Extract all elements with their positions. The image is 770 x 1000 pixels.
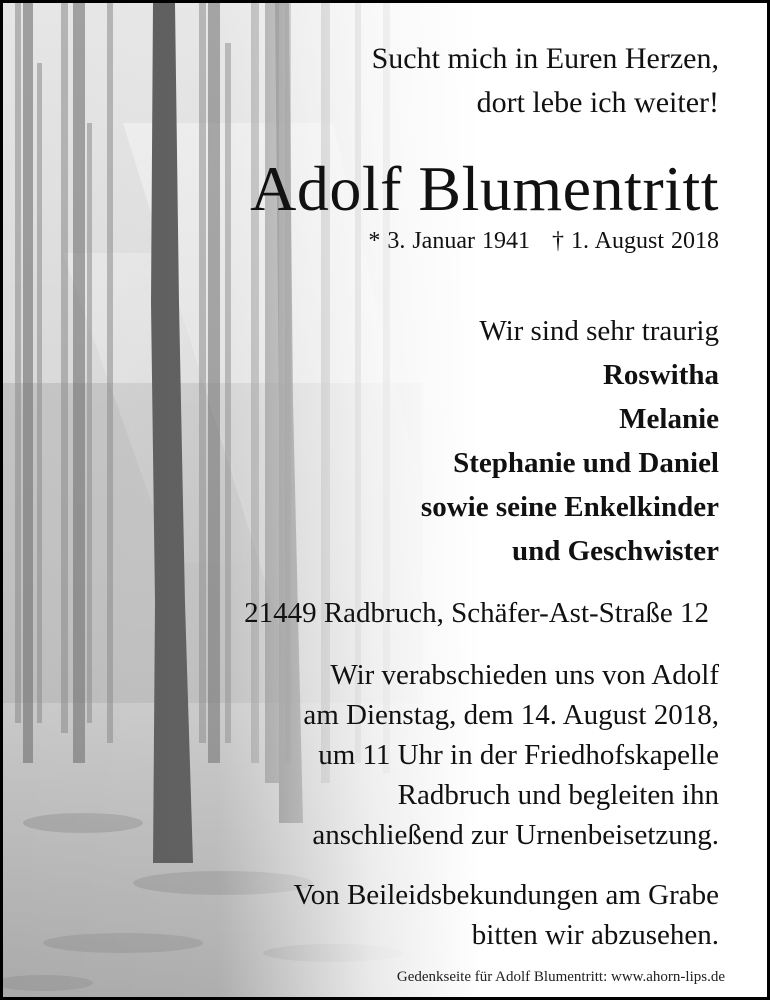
birth-date: * 3. Januar 1941 [368,228,530,254]
condolence-line: Von Beileidsbekundungen am Grabe [293,879,719,911]
death-date: † 1. August 2018 [551,228,719,254]
deceased-name: Adolf Blumentritt [250,153,719,224]
farewell-line: am Dienstag, dem 14. August 2018, [303,699,719,731]
condolence-note [119,875,719,955]
memorial-page-link[interactable]: Gedenkseite für Adolf Blumentritt: www.ahorn-lips.de [396,969,725,985]
motto [119,37,719,125]
mourners [119,309,719,573]
farewell-line: um 11 Uhr in der Friedhofskapelle [318,739,719,771]
farewell-line: Wir verabschieden uns von Adolf [330,659,719,691]
mourner-name: Melanie [619,403,719,435]
condolence-line: bitten wir abzusehen. [471,919,719,951]
motto-line: dort lebe ich weiter! [476,86,719,119]
farewell-line: anschließend zur Urnenbeisetzung. [312,819,719,851]
motto-line: Sucht mich in Euren Herzen, [371,42,719,75]
family-address: 21449 Radbruch, Schäfer-Ast-Straße 12 [244,597,709,629]
mourner-name: und Geschwister [511,535,719,567]
mourner-name: Roswitha [602,359,719,391]
farewell-details [119,655,719,855]
life-dates [119,225,719,257]
mourning-intro: Wir sind sehr traurig [479,315,719,347]
farewell-line: Radbruch und begleiten ihn [397,779,719,811]
mourner-name: sowie seine Enkelkinder [420,491,719,523]
mourner-name: Stephanie und Daniel [453,447,719,479]
